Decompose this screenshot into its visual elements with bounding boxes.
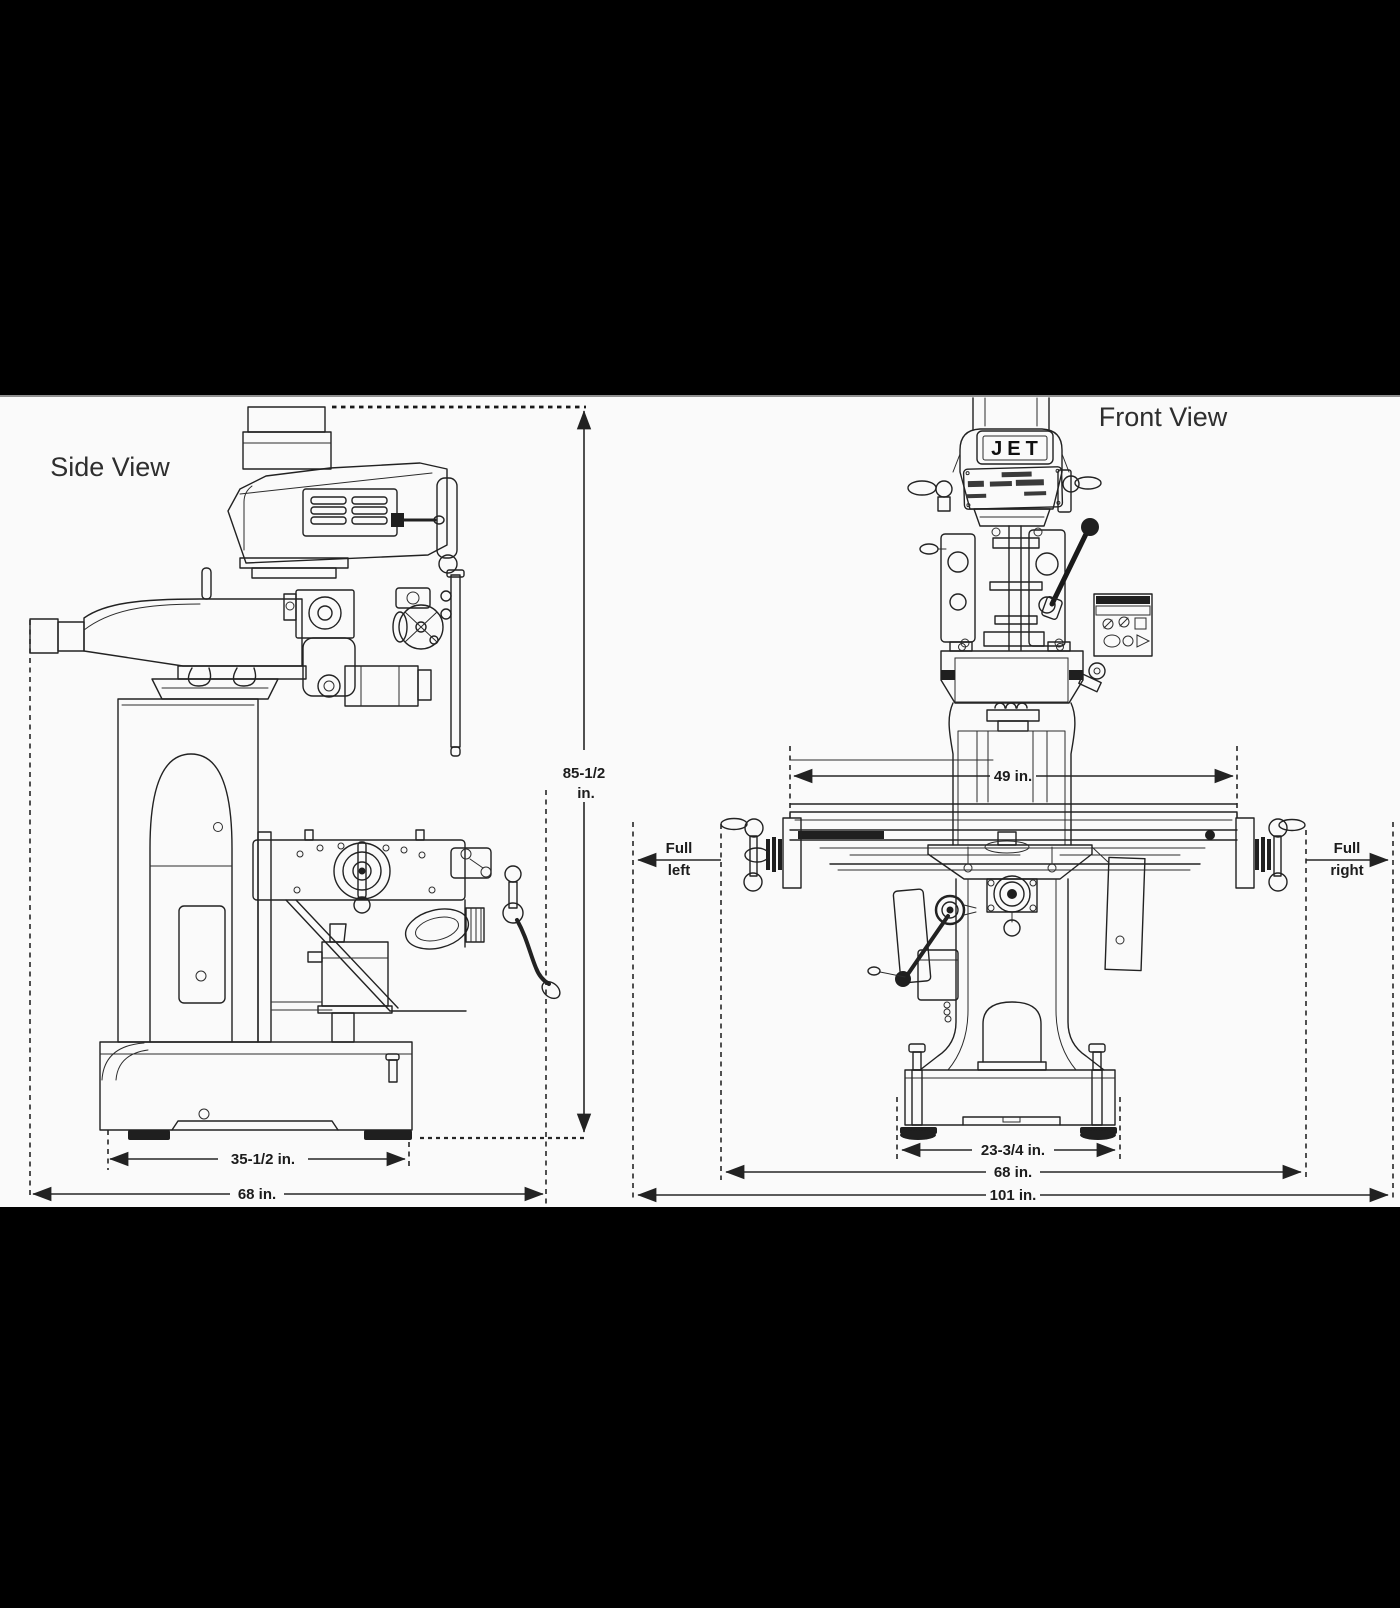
electrical-box [1079,594,1152,692]
front-view-dimensions [633,746,1393,1204]
side-column [118,679,278,1042]
side-base [100,1042,412,1140]
full-right-label-1: Full [1333,840,1361,857]
full-left-label-1: Full [665,840,693,857]
side-y-crank-icon [503,866,563,1002]
front-gear-cluster [920,518,1099,650]
crossfeed-crank-icon [868,889,976,987]
front-base [900,879,1117,1140]
front-overall-width-label: 101 in. [989,1187,1037,1204]
vent-grille-icon [311,497,387,524]
speed-lever-icon [1041,518,1099,620]
side-height-dim-unit: in. [577,785,595,802]
front-faceplate [963,467,1062,510]
dimension-drawing [0,397,1400,1207]
front-left-handle-icon [908,481,936,495]
side-quill-cluster [284,570,464,756]
side-overall-width-label: 68 in. [237,1186,277,1203]
side-base-width-label: 35-1/2 in. [230,1151,296,1168]
front-view-title: Front View [1098,402,1228,432]
front-turret-column [941,642,1083,845]
table-right-crank-icon [1255,819,1305,891]
full-left-label-2: left [667,862,691,879]
side-ram-arm [30,568,306,686]
table-travel-dim-label: 49 in. [993,768,1033,785]
side-handwheel-icon [393,605,443,649]
side-head-motor [228,407,457,578]
side-view-machine [30,407,563,1140]
foot-width-dim-label: 23-3/4 in. [980,1142,1046,1159]
side-view-dimensions [30,407,605,1205]
side-view-title: Side View [50,452,170,482]
diagram-sheet [0,395,1400,1207]
table-left-crank-icon [721,819,782,892]
jet-logo: JET [991,438,1043,460]
side-knee [253,830,563,1042]
front-head [908,429,1101,526]
side-height-dim-label: 85-1/2 [562,765,606,782]
front-base-width-label: 68 in. [993,1164,1033,1181]
full-right-label-2: right [1330,862,1364,879]
front-saddle-knee [868,832,1145,1022]
front-overarm [973,398,1049,430]
